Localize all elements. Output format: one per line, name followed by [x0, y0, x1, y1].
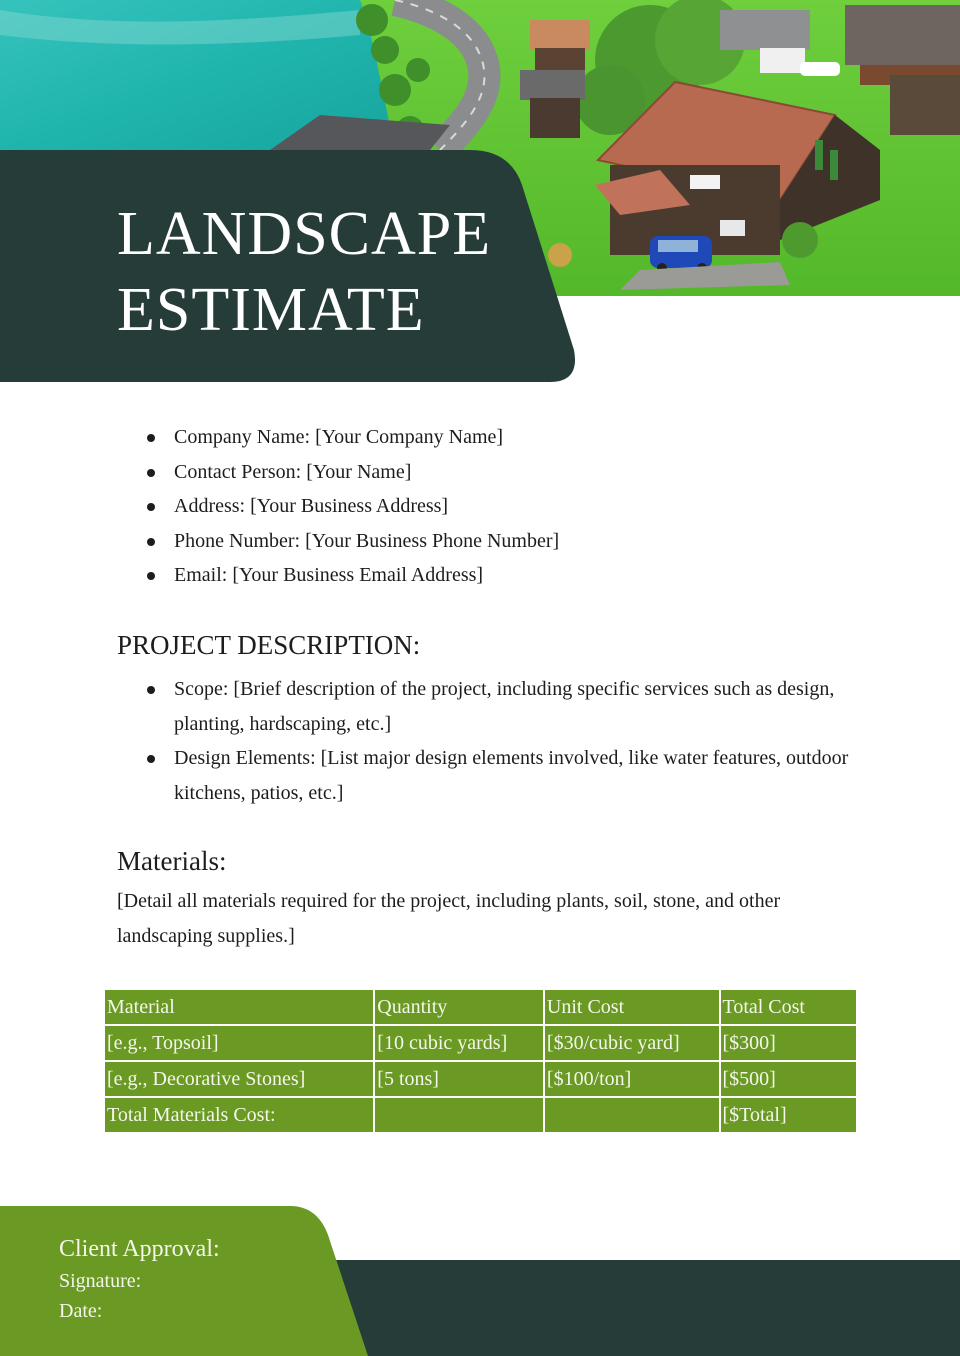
- project-item-design-elements: [116, 741, 856, 810]
- bullet-icon: [147, 434, 155, 442]
- column-header: Unit Cost: [544, 989, 720, 1025]
- project-item-scope: [116, 672, 856, 741]
- table-cell: [5 tons]: [374, 1061, 544, 1097]
- materials-description: [Detail all materials required for the project, including plants, soil, stone, and other landscaping supplies.]: [117, 890, 781, 947]
- table-cell: Total Materials Cost:: [104, 1097, 374, 1133]
- project-description-list: [116, 672, 856, 810]
- materials-table: [103, 988, 858, 1134]
- table-row: [104, 1061, 857, 1097]
- table-total-row: [104, 1097, 857, 1133]
- signature-label: Signature:: [59, 1270, 142, 1292]
- bullet-icon: [147, 538, 155, 546]
- column-header: Total Cost: [720, 989, 858, 1025]
- table-row: [104, 1025, 857, 1061]
- title-line-1: LANDSCAPE: [117, 200, 492, 268]
- contact-text: Phone Number: [Your Business Phone Number]: [174, 529, 560, 552]
- table-cell: [10 cubic yards]: [374, 1025, 544, 1061]
- contact-text: Company Name: [Your Company Name]: [174, 426, 504, 448]
- table-cell: [$500]: [720, 1061, 858, 1097]
- contact-item-address: [116, 489, 559, 524]
- contact-list: [116, 420, 559, 593]
- contact-text: Address: [Your Business Address]: [174, 495, 449, 517]
- table-header-row: [104, 989, 857, 1025]
- table-cell: [e.g., Decorative Stones]: [104, 1061, 374, 1097]
- table-cell: [544, 1097, 720, 1133]
- project-description-heading: PROJECT DESCRIPTION:: [117, 630, 421, 660]
- column-header: Material: [104, 989, 374, 1025]
- date-label: Date:: [59, 1300, 103, 1322]
- contact-item-phone: [116, 524, 559, 559]
- title-line-2: ESTIMATE: [117, 276, 425, 344]
- table-cell: [$30/cubic yard]: [544, 1025, 720, 1061]
- column-header: Quantity: [374, 989, 544, 1025]
- contact-item-company: [116, 420, 559, 455]
- contact-item-person: [116, 455, 559, 490]
- bullet-icon: [147, 503, 155, 511]
- table-cell: [e.g., Topsoil]: [104, 1025, 374, 1061]
- table-cell: [374, 1097, 544, 1133]
- contact-item-email: [116, 558, 559, 593]
- bullet-icon: [147, 469, 155, 477]
- contact-text: Email: [Your Business Email Address]: [174, 564, 484, 586]
- project-item-text: Scope: [Brief description of the project, including specific services such as design, planting, hardscaping, etc.]: [174, 678, 835, 735]
- table-cell: [$Total]: [720, 1097, 858, 1133]
- client-approval-title: Client Approval:: [59, 1236, 220, 1262]
- table-cell: [$100/ton]: [544, 1061, 720, 1097]
- table-cell: [$300]: [720, 1025, 858, 1061]
- bullet-icon: [147, 755, 155, 763]
- bullet-icon: [147, 572, 155, 580]
- contact-text: Contact Person: [Your Name]: [174, 460, 412, 483]
- project-item-text: Design Elements: [List major design elements involved, like water features, outdoor kitchens, patios, etc.]: [174, 747, 849, 804]
- client-approval-block: [59, 1232, 220, 1326]
- page-title: [117, 196, 491, 348]
- bullet-icon: [147, 686, 155, 694]
- materials-heading: Materials:: [117, 846, 227, 876]
